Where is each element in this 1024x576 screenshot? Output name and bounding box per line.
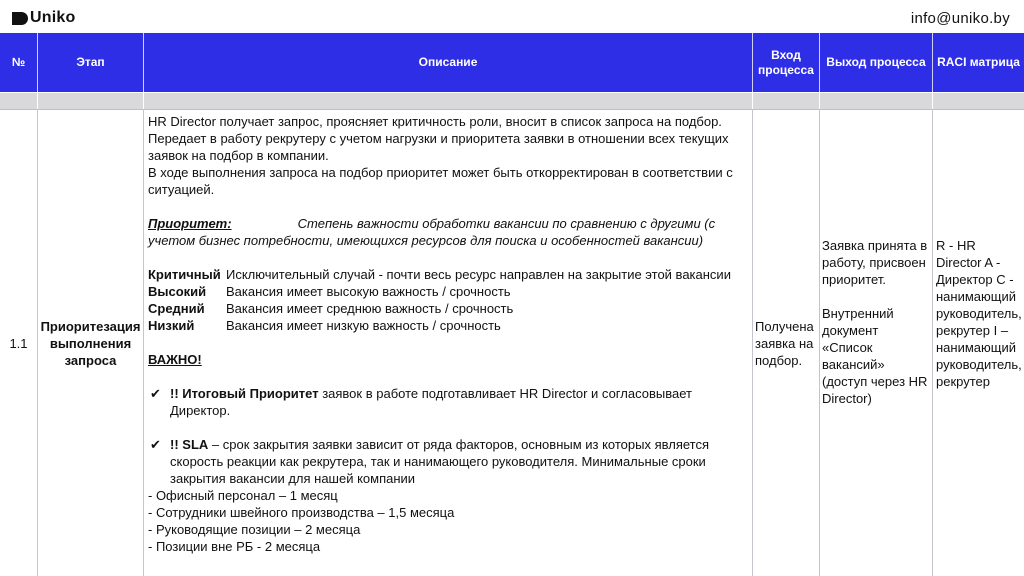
important-heading: ВАЖНО! (148, 352, 202, 367)
level-text: Вакансия имеет среднюю важность / срочность (226, 301, 514, 316)
intro-line: HR Director получает запрос, проясняет критичность роли, вносит в список запроса на подбор. (148, 114, 722, 129)
header-description: Описание (144, 33, 753, 92)
priority-level (148, 300, 748, 317)
priority-definition (148, 215, 748, 249)
header-band (0, 92, 1024, 109)
level-name: Средний (148, 301, 205, 316)
check-item-rest: заявок в работе подготавливает HR Director и согласовывает Директор. (170, 386, 692, 418)
uniko-logo-icon (12, 12, 28, 25)
intro-line: В ходе выполнения запроса на подбор приоритет может быть откорректирован в соответствии с ситуацией. (148, 165, 733, 197)
check-item (148, 436, 748, 487)
checkmark-icon: ✔ (150, 437, 161, 452)
level-text: Вакансия имеет низкую важность / срочность (226, 318, 501, 333)
check-item (148, 385, 748, 419)
sla-item: - Позиции вне РБ - 2 месяца (148, 539, 321, 554)
sla-item: - Сотрудники швейного производства – 1,5 месяца (148, 505, 455, 520)
band-cell (753, 93, 820, 109)
uniko-logo (12, 8, 75, 28)
priority-label: Приоритет: (148, 216, 232, 231)
row-stage: Приоритезация выполнения запроса (38, 110, 144, 576)
row-raci: R - HR Director A - Директор C - нанимающий руководитель, рекрутер I – нанимающий руководитель, рекрутер (936, 238, 1022, 389)
row-number: 1.1 (0, 110, 38, 576)
row-input: Получена заявка на подбор. (753, 110, 820, 576)
check-item-text (170, 436, 748, 487)
priority-text: Степень важности обработки вакансии по сравнению с другими (с учетом бизнес потребности, имеющихся ресурсов для поиска и особенностей вакансии) (148, 216, 716, 248)
header-raci: RACI матрица (937, 55, 1020, 69)
intro-line: Передает в работу рекрутеру с учетом нагрузки и приоритета заявки в отношении всех текущих заявок на подбор в компании. (148, 131, 729, 163)
band-cell (144, 93, 753, 109)
header-output: Выход процесса (820, 33, 933, 92)
band-cell (933, 93, 1024, 109)
output-line: Заявка принята в работу, присвоен приоритет. (822, 238, 928, 287)
level-text: Исключительный случай - почти весь ресурс направлен на закрытие этой вакансии (226, 267, 731, 282)
band-cell (38, 93, 144, 109)
check-item-bold: !! Итоговый Приоритет (170, 386, 319, 401)
row-description (144, 110, 753, 576)
level-name: Критичный (148, 267, 221, 282)
checkmark-icon: ✔ (150, 386, 161, 401)
header-input: Вход процесса (753, 33, 820, 92)
level-name: Низкий (148, 318, 195, 333)
header-stage: Этап (38, 33, 144, 92)
check-item-rest: – срок закрытия заявки зависит от ряда факторов, основным из которых является скорость реакции как рекрутера, так и нанимающего руководителя. Минимальные сроки закрытия вакансии для нашей компании (170, 437, 710, 486)
band-cell (0, 93, 38, 109)
check-item-text (170, 385, 748, 419)
sla-item: - Руководящие позиции – 2 месяца (148, 522, 361, 537)
row-output (820, 110, 933, 576)
table-row (0, 109, 1024, 576)
priority-level (148, 283, 748, 300)
priority-level (148, 266, 748, 283)
check-item-bold: !! SLA (170, 437, 209, 452)
contact-email: info@uniko.by (910, 10, 1010, 27)
output-line: Внутренний документ «Список вакансий» (доступ через HR Director) (822, 306, 928, 406)
process-table (0, 33, 1024, 576)
level-text: Вакансия имеет высокую важность / срочность (226, 284, 511, 299)
table-header (0, 33, 1024, 92)
band-cell (820, 93, 933, 109)
sla-item: - Офисный персонал – 1 месяц (148, 488, 338, 503)
level-name: Высокий (148, 284, 207, 299)
logo-text: Uniko (30, 9, 76, 26)
header-number: № (0, 33, 38, 92)
priority-level (148, 317, 748, 334)
